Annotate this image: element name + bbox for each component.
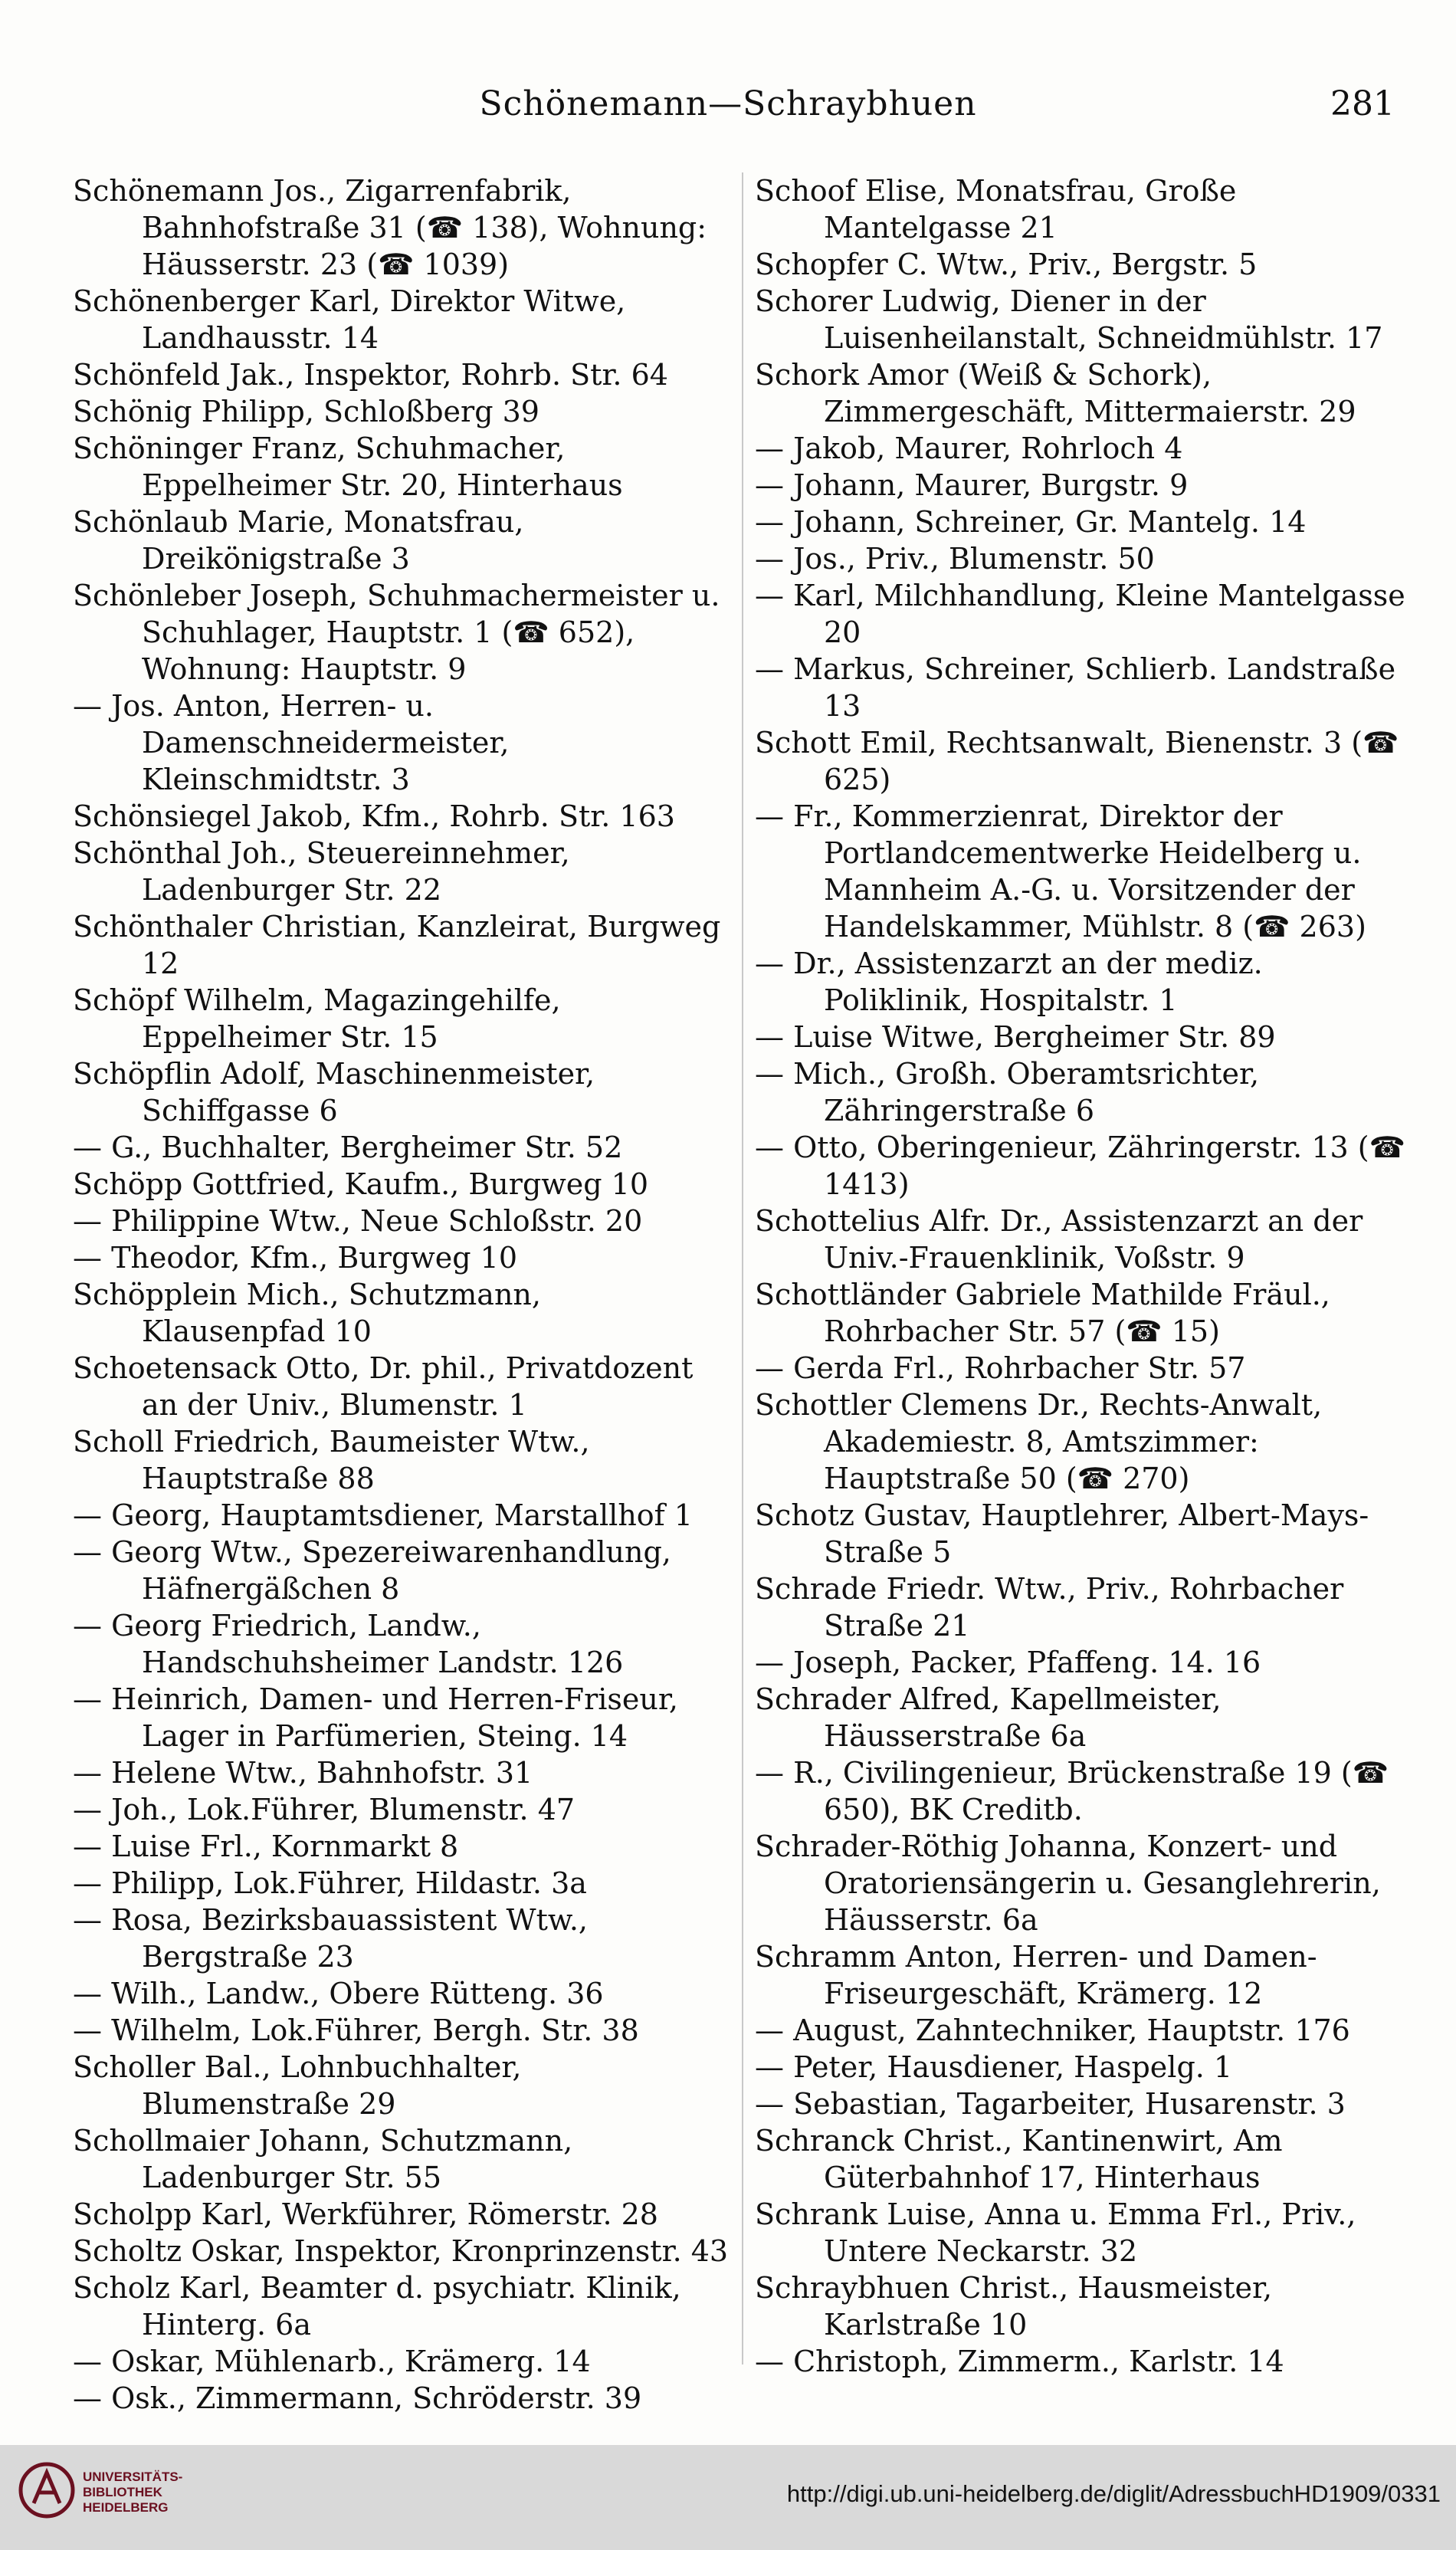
library-logo-text — [83, 2470, 182, 2516]
directory-entry: — Karl, Milchhandlung, Kleine Mantelgasse 20 — [755, 579, 1405, 649]
directory-entry: Schönemann Jos., Zigarrenfabrik, Bahnhofstraße 31 (☎ 138), Wohnung: Häusserstr. 23 (☎ 1039) — [73, 174, 707, 281]
directory-entry: — Wilh., Landw., Obere Rütteng. 36 — [73, 1977, 604, 2010]
directory-entry: — Dr., Assistenzarzt an der mediz. Poliklinik, Hospitalstr. 1 — [755, 947, 1263, 1017]
logo-line: HEIDELBERG — [83, 2500, 169, 2515]
university-seal-icon — [17, 2460, 77, 2520]
directory-entry: — Philippine Wtw., Neue Schloßstr. 20 — [73, 1204, 643, 1238]
directory-entry: Schrader Alfred, Kapellmeister, Häusserstraße 6a — [755, 1682, 1222, 1753]
directory-entry: Schöpplein Mich., Schutzmann, Klausenpfad 10 — [73, 1278, 541, 1348]
directory-entry: — Rosa, Bezirksbauassistent Wtw., Bergstraße 23 — [73, 1903, 589, 1974]
directory-entry: Schottelius Alfr. Dr., Assistenzarzt an der Univ.-Frauenklinik, Voßstr. 9 — [755, 1204, 1363, 1275]
source-url-link[interactable]: http://digi.ub.uni-heidelberg.de/diglit/AdressbuchHD1909/0331 — [786, 2480, 1441, 2507]
directory-entry: — Helene Wtw., Bahnhofstr. 31 — [73, 1756, 533, 1790]
directory-entry: — Johann, Maurer, Burgstr. 9 — [755, 468, 1189, 502]
directory-entry: Scholtz Oskar, Inspektor, Kronprinzenstr. 43 — [73, 2234, 729, 2268]
directory-entry: Schönenberger Karl, Direktor Witwe, Landhausstr. 14 — [73, 284, 626, 355]
directory-entry: — Jakob, Maurer, Rohrloch 4 — [755, 432, 1183, 465]
directory-entry: Scholler Bal., Lohnbuchhalter, Blumenstraße 29 — [73, 2050, 522, 2121]
directory-entry: Schoetensack Otto, Dr. phil., Privatdozent an der Univ., Blumenstr. 1 — [73, 1351, 694, 1422]
logo-line: BIBLIOTHEK — [83, 2485, 162, 2499]
directory-entry: — Georg Wtw., Spezereiwarenhandlung, Häfnergäßchen 8 — [73, 1535, 671, 1606]
directory-entry: Scholz Karl, Beamter d. psychiatr. Klinik, Hinterg. 6a — [73, 2271, 681, 2342]
directory-entry: — Jos. Anton, Herren- u. Damenschneidermeister, Kleinschmidtstr. 3 — [73, 689, 510, 796]
directory-entry: — Jos., Priv., Blumenstr. 50 — [755, 542, 1155, 576]
directory-entry: — Joh., Lok.Führer, Blumenstr. 47 — [73, 1793, 576, 1826]
directory-entry: — Wilhelm, Lok.Führer, Bergh. Str. 38 — [73, 2013, 639, 2047]
directory-entry: — August, Zahntechniker, Hauptstr. 176 — [755, 2013, 1350, 2047]
directory-entry: Schöpflin Adolf, Maschinenmeister, Schiffgasse 6 — [73, 1057, 595, 1127]
directory-entry: — Osk., Zimmermann, Schröderstr. 39 — [73, 2381, 642, 2415]
right-column — [755, 172, 1406, 2380]
page-title: Schönemann—Schraybhuen — [479, 84, 977, 123]
directory-entry: Schönfeld Jak., Inspektor, Rohrb. Str. 64 — [73, 358, 668, 392]
directory-entry: — Georg, Hauptamtsdiener, Marstallhof 1 — [73, 1498, 693, 1532]
directory-entry: — R., Civilingenieur, Brückenstraße 19 (☎ 650), BK Creditb. — [755, 1756, 1389, 1826]
directory-entry: — Heinrich, Damen- und Herren-Friseur, Lager in Parfümerien, Steing. 14 — [73, 1682, 678, 1753]
directory-entry: Schoof Elise, Monatsfrau, Große Mantelgasse 21 — [755, 174, 1237, 244]
directory-entry: Schönig Philipp, Schloßberg 39 — [73, 395, 539, 428]
directory-entry: — Georg Friedrich, Landw., Handschuhsheimer Landstr. 126 — [73, 1609, 624, 1679]
directory-entry: Schraybhuen Christ., Hausmeister, Karlstraße 10 — [755, 2271, 1273, 2342]
directory-entry: — Philipp, Lok.Führer, Hildastr. 3a — [73, 1866, 587, 1900]
directory-entry: Schotz Gustav, Hauptlehrer, Albert-Mays-Straße 5 — [755, 1498, 1369, 1569]
directory-entry: — G., Buchhalter, Bergheimer Str. 52 — [73, 1131, 623, 1164]
directory-entry: — Mich., Großh. Oberamtsrichter, Zähringerstraße 6 — [755, 1057, 1260, 1127]
directory-entry: — Luise Frl., Kornmarkt 8 — [73, 1830, 459, 1863]
directory-entry: — Otto, Oberingenieur, Zähringerstr. 13 (☎ 1413) — [755, 1131, 1405, 1201]
footer-bar — [0, 2445, 1456, 2550]
directory-entry: Scholpp Karl, Werkführer, Römerstr. 28 — [73, 2197, 658, 2231]
running-head — [0, 84, 1456, 130]
directory-entry: Schrank Luise, Anna u. Emma Frl., Priv., Untere Neckarstr. 32 — [755, 2197, 1356, 2268]
directory-entry: Schramm Anton, Herren- und Damen-Friseurgeschäft, Krämerg. 12 — [755, 1940, 1317, 2010]
directory-entry: — Oskar, Mühlenarb., Krämerg. 14 — [73, 2345, 591, 2378]
directory-entry: Schrader-Röthig Johanna, Konzert- und Oratoriensängerin u. Gesanglehrerin, Häusserstr. 6a — [755, 1830, 1381, 1937]
page-number: 281 — [1330, 84, 1395, 123]
directory-entry: — Johann, Schreiner, Gr. Mantelg. 14 — [755, 505, 1307, 539]
directory-entry: Schöninger Franz, Schuhmacher, Eppelheimer Str. 20, Hinterhaus — [73, 432, 623, 502]
directory-entry: — Gerda Frl., Rohrbacher Str. 57 — [755, 1351, 1246, 1385]
directory-entry: — Luise Witwe, Bergheimer Str. 89 — [755, 1020, 1276, 1054]
left-column — [73, 172, 732, 2415]
directory-entry: Schottler Clemens Dr., Rechts-Anwalt, Akademiestr. 8, Amtszimmer: Hauptstraße 50 (☎ 270) — [755, 1388, 1323, 1495]
directory-entry: — Peter, Hausdiener, Haspelg. 1 — [755, 2050, 1233, 2084]
directory-entry: Schorer Ludwig, Diener in der Luisenheilanstalt, Schneidmühlstr. 17 — [755, 284, 1383, 355]
directory-entry: Schönsiegel Jakob, Kfm., Rohrb. Str. 163 — [73, 799, 675, 833]
directory-entry: — Christoph, Zimmerm., Karlstr. 14 — [755, 2345, 1284, 2378]
directory-entry: Schöpp Gottfried, Kaufm., Burgweg 10 — [73, 1167, 649, 1201]
directory-entry: — Fr., Kommerzienrat, Direktor der Portlandcementwerke Heidelberg u. Mannheim A.-G. u. Vorsitzender der Handelskammer, Mühlstr. 8 (☎ 263) — [755, 799, 1366, 944]
directory-entry: — Sebastian, Tagarbeiter, Husarenstr. 3 — [755, 2087, 1346, 2121]
directory-entry: Schork Amor (Weiß & Schork), Zimmergeschäft, Mittermaierstr. 29 — [755, 358, 1356, 428]
directory-entry: Schranck Christ., Kantinenwirt, Am Güterbahnhof 17, Hinterhaus — [755, 2124, 1283, 2194]
directory-entry: — Joseph, Packer, Pfaffeng. 14. 16 — [755, 1646, 1261, 1679]
directory-entry: Schottländer Gabriele Mathilde Fräul., Rohrbacher Str. 57 (☎ 15) — [755, 1278, 1330, 1348]
directory-entry: Schönlaub Marie, Monatsfrau, Dreikönigstraße 3 — [73, 505, 524, 576]
directory-entry: Schrade Friedr. Wtw., Priv., Rohrbacher Straße 21 — [755, 1572, 1344, 1643]
directory-entry: Schönthal Joh., Steuereinnehmer, Ladenburger Str. 22 — [73, 836, 570, 907]
directory-entry: — Theodor, Kfm., Burgweg 10 — [73, 1241, 518, 1275]
directory-entry: Scholl Friedrich, Baumeister Wtw., Hauptstraße 88 — [73, 1425, 590, 1495]
directory-entry: — Markus, Schreiner, Schlierb. Landstraße 13 — [755, 652, 1396, 723]
column-divider — [742, 172, 743, 2365]
directory-entry: Schönthaler Christian, Kanzleirat, Burgweg 12 — [73, 910, 721, 980]
directory-entry: Schönleber Joseph, Schuhmachermeister u. Schuhlager, Hauptstr. 1 (☎ 652), Wohnung: Hauptstr. 9 — [73, 579, 720, 686]
directory-entry: Schollmaier Johann, Schutzmann, Ladenburger Str. 55 — [73, 2124, 573, 2194]
directory-entry: Schott Emil, Rechtsanwalt, Bienenstr. 3 (☎ 625) — [755, 726, 1399, 796]
directory-entry: Schopfer C. Wtw., Priv., Bergstr. 5 — [755, 248, 1258, 281]
directory-entry: Schöpf Wilhelm, Magazingehilfe, Eppelheimer Str. 15 — [73, 983, 561, 1054]
logo-line: UNIVERSITÄTS- — [83, 2470, 183, 2484]
